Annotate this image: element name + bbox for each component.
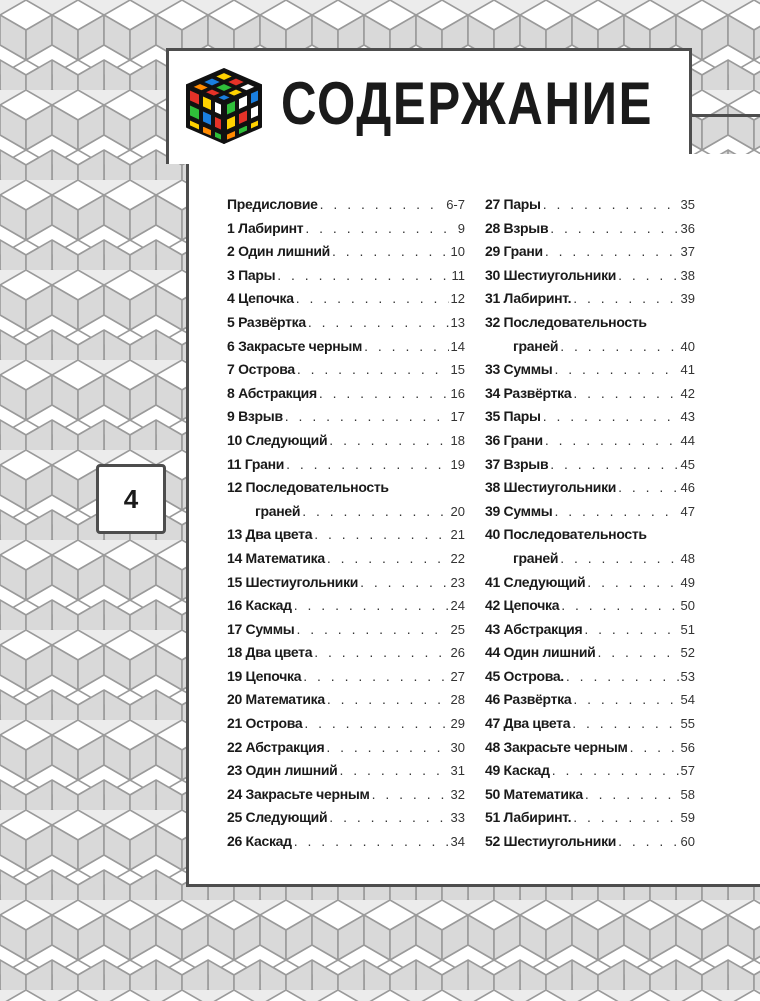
toc-entry-title: 4 Цепочка [227,290,294,307]
toc-entry-page: 32 [450,786,465,802]
toc-dot-leader [305,220,455,236]
toc-entry [227,786,465,810]
toc-entry [485,809,695,833]
toc-entry-title: 16 Каскад [227,597,292,614]
toc-dot-leader [286,456,448,472]
toc-entry-title: 31 Лабиринт. [485,290,572,307]
toc-entry-title: 5 Развёртка [227,313,306,330]
toc-dot-leader [584,621,678,637]
toc-entry-title: 24 Закрасьте черным [227,785,370,802]
toc-entry [485,526,695,550]
toc-entry-title: 7 Острова [227,361,295,378]
toc-entry [485,574,695,598]
toc-dot-leader [597,644,678,660]
toc-entry [485,314,695,338]
toc-dot-leader [618,833,678,849]
toc-dot-leader [304,715,448,731]
toc-dot-leader [545,243,679,259]
toc-entry-page: 10 [450,244,465,260]
toc-dot-leader [319,385,449,401]
toc-entry-page: 15 [450,362,465,378]
toc-entry [485,385,695,409]
toc-entry [227,220,465,244]
toc-entry-page: 50 [680,598,695,614]
toc-entry-page: 41 [680,362,695,378]
toc-dot-leader [285,408,449,424]
page-title: СОДЕРЖАНИЕ [281,70,654,137]
toc-entry-title: 1 Лабиринт [227,219,304,236]
toc-entry-title: 12 Последовательность [227,479,389,496]
toc-entry [485,786,695,810]
toc-entry-title: 13 Два цвета [227,526,313,543]
toc-entry-page: 49 [680,574,695,590]
toc-entry [485,715,695,739]
toc-dot-leader [327,691,449,707]
toc-dot-leader [573,290,678,306]
toc-entry-title: 20 Математика [227,691,325,708]
toc-entry-page: 11 [451,267,465,283]
toc-entry-page: 31 [450,763,465,779]
toc-dot-leader [573,385,678,401]
toc-entry [485,361,695,385]
toc-entry-title: 36 Грани [485,431,543,448]
toc-dot-leader [329,809,448,825]
toc-entry-page: 17 [450,409,465,425]
toc-entry-page: 9 [457,220,465,236]
toc-entry-page: 55 [680,716,695,732]
toc-dot-leader [296,621,448,637]
toc-entry-continuation [485,338,695,362]
toc-entry-title: 10 Следующий [227,431,328,448]
toc-entry-page: 24 [450,598,465,614]
toc-entry-title: 27 Пары [485,196,541,212]
toc-entry [227,267,465,291]
toc-entry-page: 36 [680,220,695,236]
toc-dot-leader [364,338,448,354]
toc-entry-title: 33 Суммы [485,361,553,378]
toc-entry [485,196,695,220]
toc-dot-leader [561,597,678,613]
toc-dot-leader [372,786,449,802]
toc-entry-page: 33 [450,810,465,826]
toc-entry-title: 25 Следующий [227,809,328,826]
header-rule [686,114,760,117]
toc-entry-page: 44 [680,432,695,448]
toc-entry-title: 6 Закрасьте черным [227,337,363,354]
toc-dot-leader [552,762,679,778]
toc-entry-page: 51 [680,621,695,637]
panel-joint [166,140,193,164]
toc-entry-title: 38 Шестиугольники [485,479,617,496]
toc-entry-page: 16 [450,385,465,401]
toc-entry-title: 30 Шестиугольники [485,266,617,283]
toc-entry-page: 45 [680,456,695,472]
toc-entry [227,597,465,621]
toc-entry-page: 30 [450,739,465,755]
toc-dot-leader [320,196,445,212]
toc-entry [485,668,695,692]
toc-entry-title-line2: граней [255,502,301,519]
toc-entry-title-line2: граней [513,337,559,354]
toc-entry-page: 56 [680,739,695,755]
toc-entry [227,833,465,857]
page-number-badge: 4 [96,464,166,534]
toc-entry-title: 29 Грани [485,243,543,260]
toc-entry-title: 41 Следующий [485,573,586,590]
toc-entry-title: 34 Развёртка [485,384,572,401]
toc-dot-leader [360,574,448,590]
toc-entry-title: 48 Закрасьте черным [485,738,628,755]
toc-dot-leader [550,456,678,472]
toc-panel [186,154,760,887]
toc-entry-page: 20 [450,503,465,519]
toc-entry-title: 42 Цепочка [485,597,560,614]
toc-entry-page: 48 [680,550,695,566]
toc-entry [485,267,695,291]
toc-entry-title: 23 Один лишний [227,762,338,779]
toc-entry-title: 19 Цепочка [227,667,302,684]
toc-entry-page: 38 [680,267,695,283]
toc-entry [485,833,695,857]
toc-entry [227,456,465,480]
toc-entry-title: 40 Последовательность [485,526,647,543]
toc-entry-title: 26 Каскад [227,833,292,850]
toc-dot-leader [296,290,449,306]
toc-entry [227,739,465,763]
toc-dot-leader [543,408,679,424]
toc-entry [485,644,695,668]
toc-dot-leader [585,786,679,802]
toc-entry [227,479,465,503]
toc-entry-page: 39 [680,291,695,307]
toc-entry-title: 44 Один лишний [485,644,596,661]
toc-dot-leader [327,550,449,566]
toc-entry-title: 28 Взрыв [485,219,549,236]
toc-entry-title: 43 Абстракция [485,620,583,637]
toc-entry-page: 26 [450,645,465,661]
toc-dot-leader [277,267,449,283]
toc-dot-leader [587,574,678,590]
toc-dot-leader [308,314,449,330]
toc-entry-page: 37 [680,244,695,260]
toc-dot-leader [332,243,449,259]
toc-dot-leader [326,739,448,755]
toc-entry-title: 47 Два цвета [485,715,571,732]
toc-entry-title: 52 Шестиугольники [485,833,617,850]
toc-entry-continuation [485,550,695,574]
toc-dot-leader [618,479,678,495]
toc-entry-page: 40 [680,338,695,354]
toc-entry [485,456,695,480]
toc-dot-leader [554,503,678,519]
toc-entry-page: 60 [680,834,695,850]
toc-entry [227,526,465,550]
toc-column-left [227,196,465,857]
toc-entry-title: 9 Взрыв [227,408,283,425]
toc-entry-title: 3 Пары [227,266,276,283]
toc-entry-page: 21 [450,527,465,543]
toc-entry [227,290,465,314]
toc-entry-page: 46 [680,480,695,496]
toc-dot-leader [543,196,679,212]
toc-entry [227,338,465,362]
toc-entry-page: 25 [450,621,465,637]
toc-column-right [485,196,695,857]
toc-entry-page: 58 [680,786,695,802]
toc-entry [485,739,695,763]
toc-dot-leader [630,739,679,755]
toc-entry [227,809,465,833]
toc-entry-page: 6-7 [446,197,465,212]
toc-entry-page: 34 [450,834,465,850]
toc-entry-page: 27 [450,668,465,684]
toc-entry [227,574,465,598]
toc-entry [227,715,465,739]
toc-dot-leader [560,338,678,354]
toc-entry [227,314,465,338]
toc-dot-leader [573,691,678,707]
toc-entry [227,550,465,574]
toc-entry [485,220,695,244]
toc-dot-leader [294,833,449,849]
toc-entry-title: 39 Суммы [485,502,553,519]
toc-entry-title: 18 Два цвета [227,644,313,661]
toc-dot-leader [302,503,448,519]
toc-entry [485,503,695,527]
toc-entry-title: 49 Каскад [485,762,550,779]
toc-entry [485,621,695,645]
toc-entry [227,668,465,692]
toc-entry-title: 14 Математика [227,549,325,566]
toc-dot-leader [339,762,448,778]
toc-entry [227,196,465,220]
toc-dot-leader [314,644,448,660]
rubiks-cube-icon [181,65,267,147]
toc-entry-page: 18 [450,432,465,448]
toc-entry-page: 53 [680,668,695,684]
toc-entry [227,644,465,668]
toc-dot-leader [294,597,449,613]
toc-dot-leader [545,432,679,448]
toc-dot-leader [560,550,678,566]
toc-dot-leader [618,267,678,283]
toc-entry [227,361,465,385]
toc-entry-title: 51 Лабиринт. [485,809,572,826]
toc-entry [227,243,465,267]
toc-dot-leader [303,668,448,684]
toc-entry-title: 32 Последовательность [485,313,647,330]
toc-entry [227,432,465,456]
toc-entry-page: 14 [450,338,465,354]
toc-entry-title: 22 Абстракция [227,738,325,755]
toc-entry-title: Предисловие [227,196,318,212]
toc-entry-title: 21 Острова [227,715,303,732]
toc-entry-page: 57 [680,763,695,779]
toc-entry-title: 11 Грани [227,455,285,472]
toc-entry [227,762,465,786]
toc-entry-page: 12 [450,291,465,307]
toc-dot-leader [572,715,678,731]
toc-entry-title: 17 Суммы [227,620,295,637]
toc-entry [227,385,465,409]
toc-entry-page: 29 [450,716,465,732]
toc-entry [485,408,695,432]
toc-entry-page: 47 [680,503,695,519]
toc-entry-page: 22 [450,550,465,566]
toc-entry-page: 43 [680,409,695,425]
toc-dot-leader [573,809,678,825]
toc-entry [227,408,465,432]
toc-entry-title: 45 Острова. [485,667,564,684]
toc-entry [485,290,695,314]
toc-entry [485,432,695,456]
toc-entry-title-line2: граней [513,549,559,566]
toc-entry [485,691,695,715]
toc-entry-page: 23 [450,574,465,590]
toc-entry-title: 46 Развёртка [485,691,572,708]
toc-entry-title: 50 Математика [485,785,583,802]
toc-dot-leader [314,526,448,542]
title-tab [166,48,692,157]
toc-dot-leader [554,361,678,377]
toc-entry [227,621,465,645]
toc-dot-leader [297,361,449,377]
toc-entry-title: 2 Один лишний [227,243,330,260]
toc-entry-page: 59 [680,810,695,826]
toc-entry-page: 35 [680,197,695,212]
toc-entry [485,243,695,267]
toc-entry-page: 13 [450,314,465,330]
toc-entry [485,597,695,621]
toc-entry [485,479,695,503]
toc-entry-title: 15 Шестиугольники [227,573,359,590]
toc-dot-leader [329,432,448,448]
toc-entry [485,762,695,786]
toc-entry-title: 8 Абстракция [227,384,317,401]
toc-entry-title: 37 Взрыв [485,455,549,472]
toc-entry-page: 42 [680,385,695,401]
toc-entry-page: 19 [450,456,465,472]
toc-entry [227,691,465,715]
toc-entry-page: 52 [680,645,695,661]
toc-dot-leader [550,220,678,236]
toc-entry-page: 28 [450,692,465,708]
toc-entry-page: 54 [680,692,695,708]
toc-entry-continuation [227,503,465,527]
toc-entry-title: 35 Пары [485,408,541,425]
toc-dot-leader [566,668,679,684]
